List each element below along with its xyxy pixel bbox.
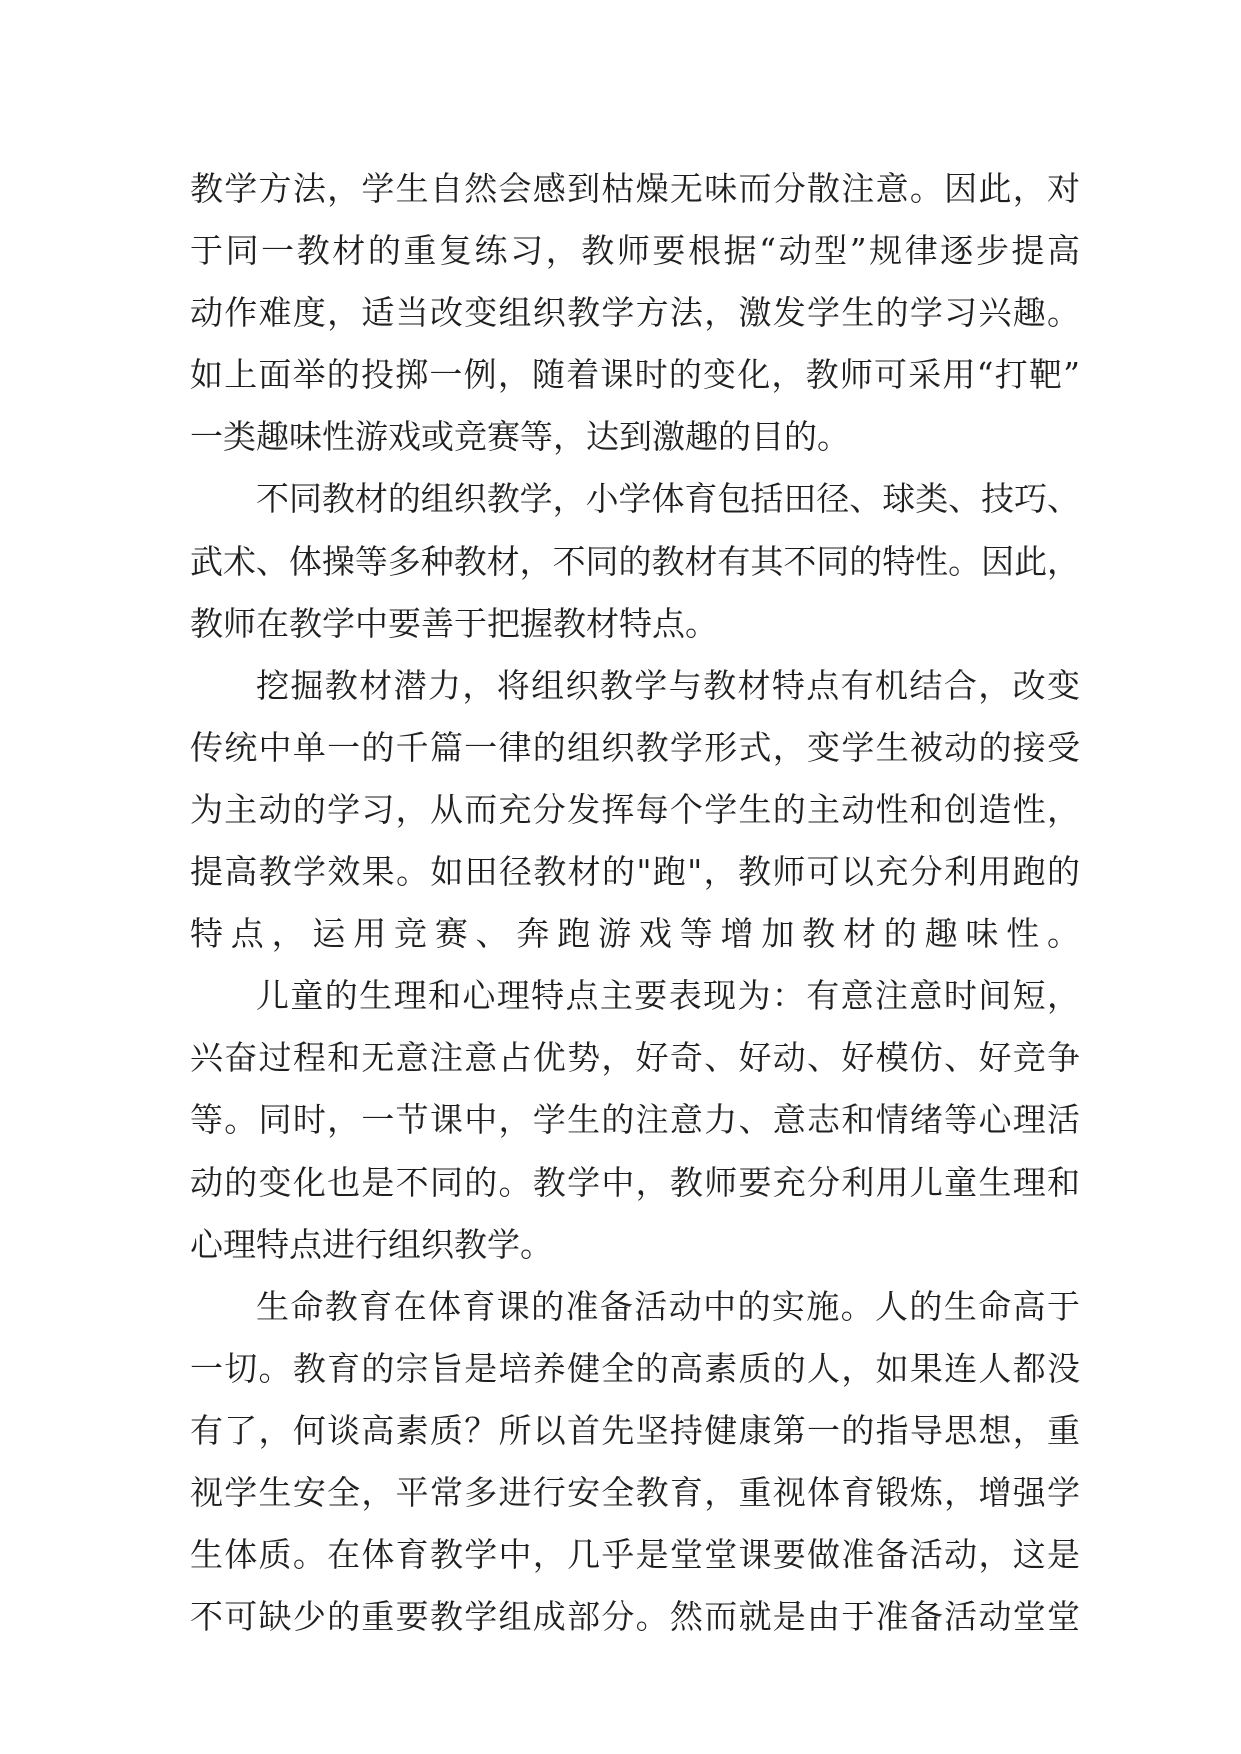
text-line-content: 教学方法，学生自然会感到枯燥无味而分散注意。因此，对 bbox=[190, 169, 1082, 208]
text-line-content: 儿童的生理和心理特点主要表现为：有意注意时间短， bbox=[256, 976, 1082, 1016]
text-line-content: 挖掘教材潜力，将组织教学与教材特点有机结合，改变 bbox=[256, 665, 1082, 705]
text-line-content: 有了，何谈高素质？所以首先坚持健康第一的指导思想，重 bbox=[190, 1410, 1082, 1450]
text-line-content: 动作难度，适当改变组织教学方法，激发学生的学习兴趣。 bbox=[190, 293, 1082, 333]
text-line bbox=[190, 717, 1080, 779]
text-line bbox=[190, 344, 1080, 406]
text-line-content: 兴奋过程和无意注意占优势，好奇、好动、好模仿、好竞争 bbox=[190, 1038, 1082, 1078]
text-line-content: 一类趣味性游戏或竞赛等，达到激趣的目的。 bbox=[190, 417, 850, 457]
text-line bbox=[190, 1276, 1080, 1338]
body-text bbox=[190, 158, 1088, 1648]
text-line-content: 如上面举的投掷一例，随着课时的变化，教师可采用“打靶” bbox=[190, 355, 1082, 395]
text-line bbox=[190, 1524, 1080, 1586]
text-line bbox=[190, 1152, 1080, 1214]
text-line bbox=[190, 406, 1080, 468]
text-line bbox=[190, 220, 1083, 282]
text-line-content: 不可缺少的重要教学组成部分。然而就是由于准备活动堂堂 bbox=[190, 1597, 1082, 1637]
text-line bbox=[190, 1338, 1080, 1400]
text-line bbox=[190, 158, 1080, 220]
text-line-content: 不同教材的组织教学，小学体育包括田径、球类、技巧、 bbox=[256, 479, 1080, 519]
text-line bbox=[190, 1462, 1080, 1524]
text-line bbox=[190, 468, 1080, 530]
text-line bbox=[190, 779, 1080, 841]
text-line-content: 等。同时，一节课中，学生的注意力、意志和情绪等心理活 bbox=[190, 1100, 1082, 1140]
text-line-content: 提高教学效果。如田径教材的"跑"，教师可以充分利用跑的 bbox=[190, 852, 1082, 892]
text-line bbox=[190, 1400, 1080, 1462]
text-line-content: 动的变化也是不同的。教学中，教师要充分利用儿童生理和 bbox=[190, 1162, 1082, 1202]
text-line-content: 一切。教育的宗旨是培养健全的高素质的人，如果连人都没 bbox=[190, 1348, 1082, 1388]
text-line bbox=[190, 841, 1080, 903]
text-line bbox=[190, 1089, 1080, 1151]
text-line-content: 生命教育在体育课的准备活动中的实施。人的生命高于 bbox=[256, 1286, 1082, 1326]
text-line-content: 武术、体操等多种教材，不同的教材有其不同的特性。因此， bbox=[190, 541, 1080, 581]
text-line bbox=[190, 531, 1080, 593]
text-line-content: 心理特点进行组织教学。 bbox=[190, 1224, 553, 1264]
text-line-content: 教师在教学中要善于把握教材特点。 bbox=[190, 603, 718, 643]
text-line-content: 传统中单一的千篇一律的组织教学形式，变学生被动的接受 bbox=[190, 727, 1082, 767]
text-line bbox=[190, 282, 1080, 344]
text-line bbox=[190, 903, 1088, 965]
text-line bbox=[190, 1214, 1080, 1276]
text-line-content: 特点，运用竞赛、奔跑游戏等增加教材的趣味性。 bbox=[190, 914, 1088, 954]
text-line-content: 为主动的学习，从而充分发挥每个学生的主动性和创造性， bbox=[190, 789, 1082, 829]
text-line-content: 视学生安全，平常多进行安全教育，重视体育锻炼，增强学 bbox=[190, 1472, 1082, 1512]
text-line bbox=[190, 965, 1080, 1027]
text-line-content: 于同一教材的重复练习，教师要根据“动型”规律逐步提高 bbox=[190, 231, 1083, 271]
text-line-content: 生体质。在体育教学中，几乎是堂堂课要做准备活动，这是 bbox=[190, 1535, 1082, 1575]
text-line bbox=[190, 1027, 1080, 1089]
text-line bbox=[190, 1586, 1080, 1648]
text-line bbox=[190, 593, 1080, 655]
text-line bbox=[190, 655, 1080, 717]
